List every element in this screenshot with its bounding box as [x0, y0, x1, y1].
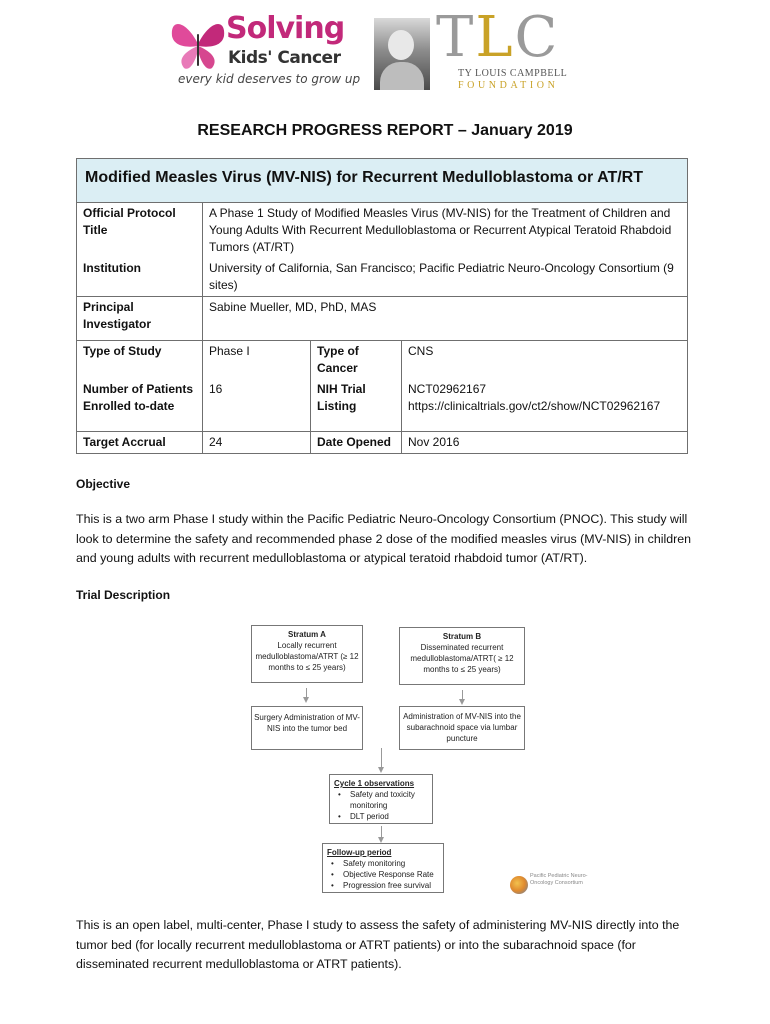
trial-description-text: This is an open label, multi-center, Phase I study to assess the safety of administering MV-NIS directly into the tumor bed (for locally recurrent medulloblastoma or ATRT patients) or into the subarachnoid space (for disseminated recurrent medulloblastoma or ATRT patients).	[76, 918, 680, 971]
cycle-observations-box: Cycle 1 observations • Safety and toxicity monitoring • DLT period	[329, 774, 433, 824]
pnoc-emblem-icon	[510, 876, 528, 894]
logo-tagline: every kid deserves to grow up	[178, 72, 361, 86]
objective-text: This is a two arm Phase I study within the Pacific Pediatric Neuro-Oncology Consortium (PNOC). This study will look to determine the safety and recommended phase 2 dose of the modified measles virus (MV-NIS) in children and young adults with recurrent medulloblastoma or atypical teratoid rhabdoid tumor (AT/RT).	[76, 512, 692, 565]
nih-trial-label: NIH Trial Listing	[311, 379, 402, 431]
arrow-to-followup	[381, 826, 382, 838]
study-banner: Modified Measles Virus (MV-NIS) for Recurrent Medulloblastoma or AT/RT	[77, 159, 687, 203]
tlc-foundation-logo	[374, 5, 568, 91]
stratum-a-box: Stratum A Locally recurrent medulloblastoma/ATRT (≥ 12 months to ≤ 25 years)	[251, 625, 363, 683]
kids-cancer-wordmark: Kids' Cancer	[228, 48, 341, 68]
pi-label: Principal Investigator	[77, 297, 203, 341]
nih-trial-value	[402, 379, 688, 431]
type-of-cancer-value: CNS	[402, 341, 688, 380]
type-of-study-value: Phase I	[203, 341, 311, 380]
target-accrual-label: Target Accrual	[77, 431, 203, 453]
nih-trial-id: NCT02962167	[408, 382, 487, 396]
foundation-label: FOUNDATION	[458, 80, 559, 91]
objective-heading: Objective	[76, 477, 131, 491]
solving-kids-cancer-logo	[168, 11, 361, 90]
protocol-title-value: A Phase 1 Study of Modified Measles Virus (MV-NIS) for the Treatment of Children and Young Adults With Recurrent Medulloblastoma or Recurrent Atypical Teratoid Rhabdoid Tumors (AT/RT)	[203, 203, 688, 258]
date-opened-label: Date Opened	[311, 431, 402, 453]
solving-wordmark: Solving	[226, 11, 345, 46]
patients-enrolled-label: Number of Patients Enrolled to-date	[83, 382, 194, 413]
foundation-name: TY LOUIS CAMPBELL	[458, 68, 568, 79]
arrow-b-down	[462, 690, 463, 700]
surgery-box: Surgery Administration of MV-NIS into the tumor bed	[251, 706, 363, 750]
child-photo	[374, 18, 430, 90]
pnoc-logo-text: Pacific Pediatric Neuro-Oncology Consortium	[530, 873, 588, 886]
protocol-title-label: Official Protocol Title	[83, 206, 176, 237]
nih-trial-link[interactable]: https://clinicaltrials.gov/ct2/show/NCT02962167	[408, 399, 661, 413]
date-opened-value: Nov 2016	[402, 431, 688, 453]
institution-value: University of California, San Francisco; Pacific Pediatric Neuro-Oncology Consortium (9 sites)	[203, 258, 688, 297]
butterfly-icon	[168, 16, 228, 72]
arrow-to-cycle	[381, 748, 382, 768]
lumbar-puncture-box: Administration of MV-NIS into the subarachnoid space via lumbar puncture	[399, 706, 525, 750]
stratum-b-box: Stratum B Disseminated recurrent medulloblastoma/ATRT( ≥ 12 months to ≤ 25 years)	[399, 627, 525, 685]
tlc-letters: TLC	[436, 5, 560, 70]
trial-description-heading: Trial Description	[76, 588, 171, 602]
target-accrual-value: 24	[203, 431, 311, 453]
type-of-study-label: Type of Study	[77, 341, 203, 380]
study-info-table	[76, 158, 688, 454]
follow-up-box: Follow-up period • Safety monitoring • Objective Response Rate • Progression free survival	[322, 843, 444, 893]
institution-label: Institution	[83, 261, 141, 275]
report-title: RESEARCH PROGRESS REPORT – January 2019	[197, 122, 573, 139]
pi-value: Sabine Mueller, MD, PhD, MAS	[203, 297, 688, 341]
arrow-a-down	[306, 688, 307, 698]
pnoc-logo	[510, 872, 590, 900]
patients-enrolled-value: 16	[203, 379, 311, 431]
type-of-cancer-label: Type of Cancer	[311, 341, 402, 380]
